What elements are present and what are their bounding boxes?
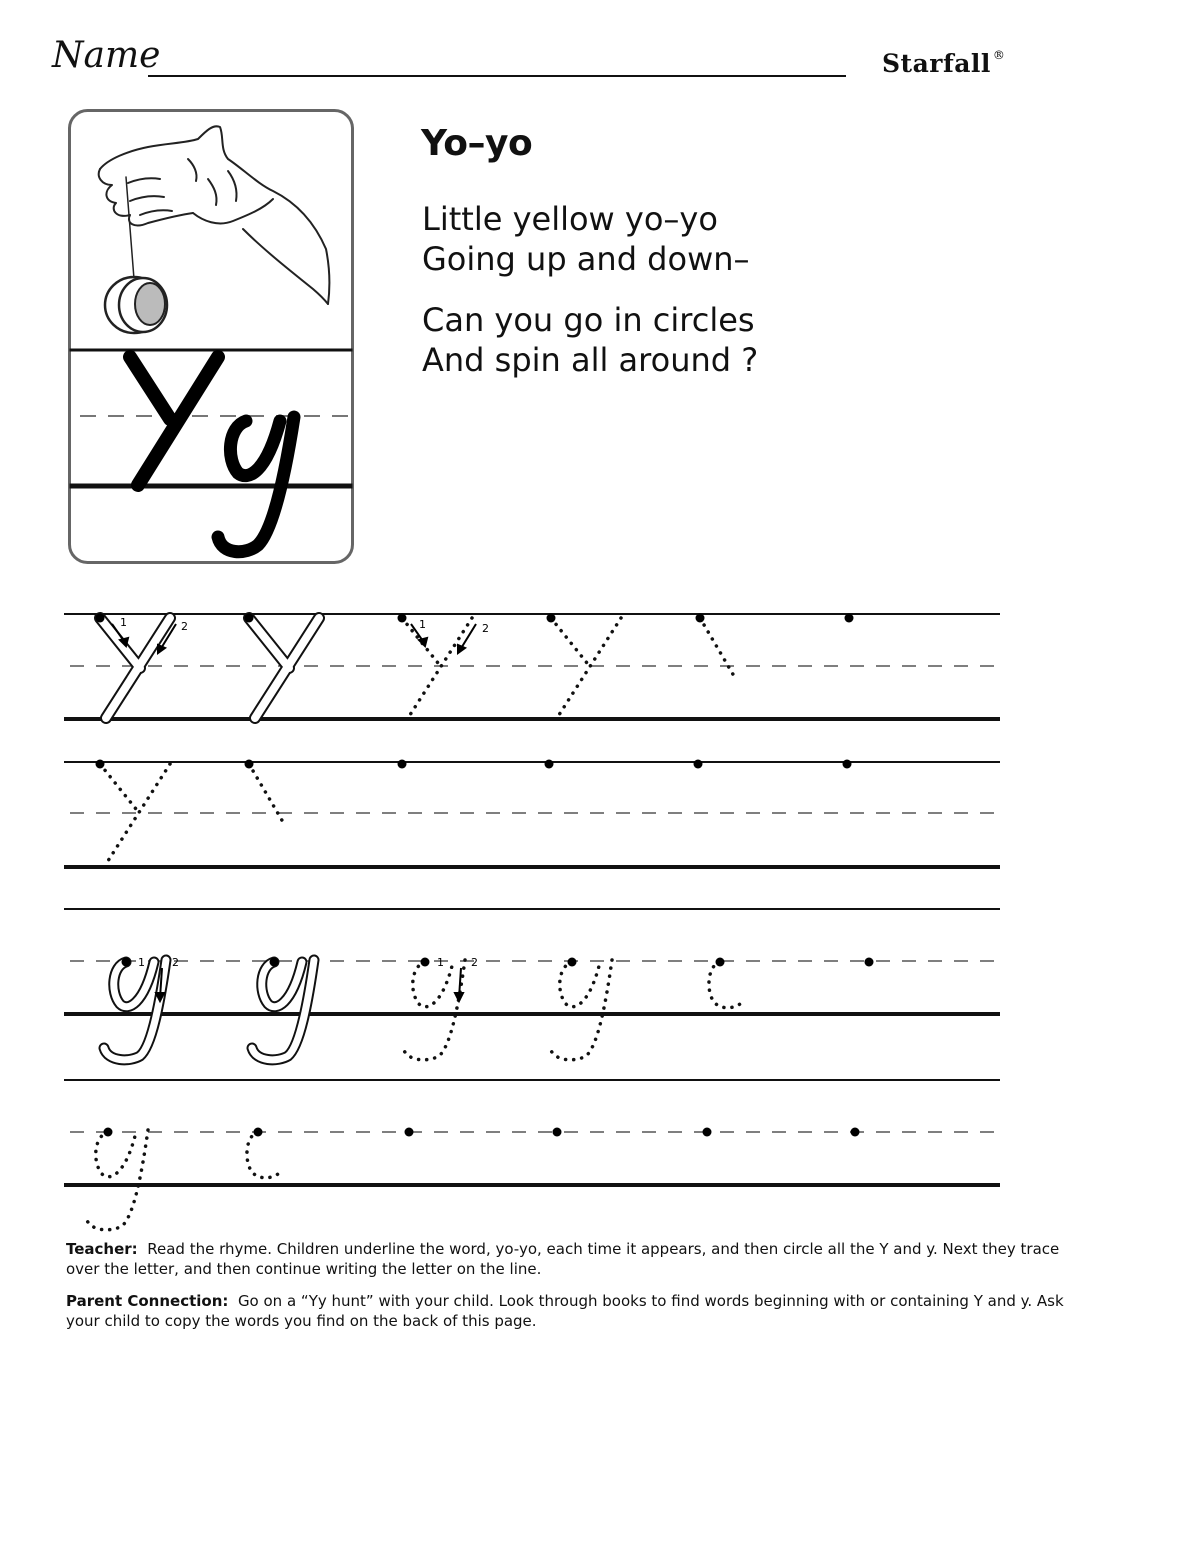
rhyme-line: Little yellow yo–yo	[422, 200, 718, 238]
rhyme-line: And spin all around ?	[422, 341, 759, 379]
name-label: Name	[52, 35, 161, 76]
stroke-number: 1	[437, 956, 444, 969]
parent-text: Go on a “Yy hunt” with your child. Look through books to find words beginning with or containing Y and y. Ask your child to copy the words you find on the back of this page.	[66, 1292, 1064, 1330]
teacher-instructions	[66, 1239, 1066, 1279]
practice-row-uppercase-1[interactable]	[64, 614, 1000, 720]
stroke-number: 1	[138, 956, 145, 969]
stroke-number: 2	[172, 956, 179, 969]
rhyme-line: Going up and down–	[422, 240, 750, 278]
teacher-text: Read the rhyme. Children underline the word, yo-yo, each time it appears, and then circle all the Y and y. Next they trace over the letter, and then continue writing the letter on the line.	[66, 1240, 1060, 1278]
card-border	[70, 111, 353, 563]
letter-card-graphic	[68, 109, 354, 564]
rhyme-title: Yo–yo	[421, 123, 533, 164]
stroke-number: 1	[120, 616, 127, 629]
practice-row-lowercase-2[interactable]	[64, 1128, 1000, 1230]
name-write-line[interactable]	[148, 75, 846, 77]
practice-row-uppercase-2[interactable]	[64, 760, 1000, 868]
practice-row-lowercase-1[interactable]	[64, 909, 1000, 1080]
brand-name: Starfall	[882, 49, 991, 78]
handwriting-practice[interactable]	[0, 590, 1200, 1240]
rhyme-stanza-1	[422, 199, 750, 279]
letter-card	[68, 109, 354, 564]
parent-label: Parent Connection:	[66, 1292, 229, 1310]
stroke-number: 2	[471, 956, 478, 969]
rhyme-line: Can you go in circles	[422, 301, 755, 339]
yo-yo-icon	[105, 277, 167, 333]
brand-logo	[882, 49, 1005, 78]
stroke-number: 2	[181, 620, 188, 633]
stroke-number: 2	[482, 622, 489, 635]
teacher-label: Teacher:	[66, 1240, 138, 1258]
practice-lines[interactable]	[0, 590, 1200, 1240]
registered-mark: ®	[992, 47, 1006, 62]
stroke-number: 1	[419, 618, 426, 631]
rhyme-stanza-2	[422, 300, 758, 380]
parent-connection	[66, 1291, 1066, 1331]
